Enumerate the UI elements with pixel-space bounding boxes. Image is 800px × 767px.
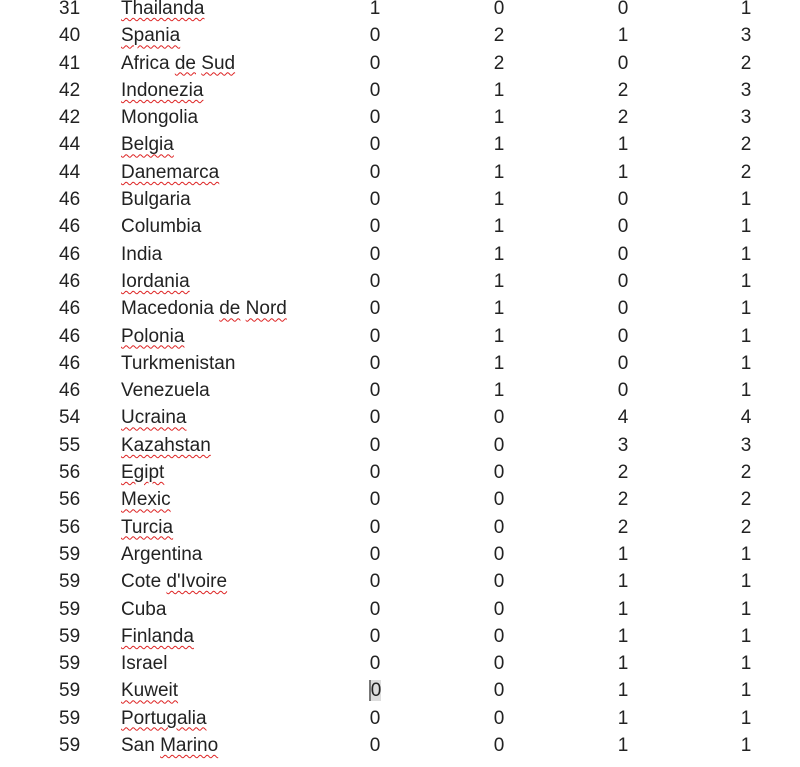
bronze-cell[interactable]: 1	[617, 598, 629, 620]
rank-cell[interactable]: 42	[59, 79, 81, 101]
country-cell[interactable]	[121, 50, 235, 77]
word: Mongolia	[121, 107, 199, 129]
word: Thailanda	[121, 0, 205, 19]
total-cell[interactable]: 1	[740, 598, 752, 620]
gold-cell[interactable]: 0	[369, 107, 381, 129]
country-cell[interactable]	[121, 131, 174, 158]
total-cell[interactable]: 1	[740, 707, 752, 729]
word: Cote	[121, 571, 162, 593]
gold-cell[interactable]: 0	[369, 270, 381, 292]
country-cell[interactable]	[121, 650, 167, 677]
word: Kuweit	[121, 680, 179, 702]
bronze-cell[interactable]: 1	[617, 653, 629, 675]
silver-cell[interactable]: 0	[493, 680, 505, 702]
rank-cell[interactable]: 55	[59, 434, 81, 456]
total-cell[interactable]: 3	[740, 107, 752, 129]
silver-cell[interactable]: 1	[493, 352, 505, 374]
table-row	[0, 404, 800, 431]
table-row	[0, 514, 800, 541]
bronze-cell[interactable]: 0	[617, 0, 629, 19]
bronze-cell[interactable]: 1	[617, 680, 629, 702]
rank-cell[interactable]: 56	[59, 462, 81, 484]
silver-cell[interactable]: 0	[493, 516, 505, 538]
silver-cell[interactable]: 0	[493, 407, 505, 429]
word: Iordania	[121, 270, 190, 292]
total-cell[interactable]: 1	[740, 653, 752, 675]
rank-cell[interactable]: 40	[59, 25, 81, 47]
word: Spania	[121, 25, 181, 47]
silver-cell[interactable]: 1	[493, 380, 505, 402]
word: de	[174, 52, 196, 74]
silver-cell[interactable]: 0	[493, 653, 505, 675]
country-cell[interactable]	[121, 213, 201, 240]
table-row	[0, 104, 800, 131]
total-cell[interactable]: 1	[740, 270, 752, 292]
rank-cell[interactable]: 46	[59, 270, 81, 292]
total-cell[interactable]: 1	[740, 189, 752, 211]
bronze-cell[interactable]: 4	[617, 407, 629, 429]
bronze-cell[interactable]: 1	[617, 571, 629, 593]
rank-cell[interactable]: 44	[59, 161, 81, 183]
word: Cuba	[121, 598, 167, 620]
bronze-cell[interactable]: 2	[617, 489, 629, 511]
rank-cell[interactable]: 46	[59, 298, 81, 320]
total-cell[interactable]: 3	[740, 79, 752, 101]
rank-cell[interactable]: 46	[59, 243, 81, 265]
word: Argentina	[121, 543, 203, 565]
word: Africa	[121, 52, 170, 74]
word: de	[219, 298, 241, 320]
silver-cell[interactable]: 1	[493, 216, 505, 238]
table-row	[0, 77, 800, 104]
word: Turkmenistan	[121, 352, 236, 374]
word: Turcia	[121, 516, 174, 538]
table-row	[0, 131, 800, 158]
total-cell[interactable]: 1	[740, 735, 752, 757]
bronze-cell[interactable]: 0	[617, 52, 629, 74]
silver-cell[interactable]: 1	[493, 298, 505, 320]
gold-cell[interactable]: 0	[369, 707, 381, 729]
silver-cell[interactable]: 0	[493, 462, 505, 484]
bronze-cell[interactable]: 2	[617, 79, 629, 101]
gold-cell[interactable]: 0	[369, 434, 381, 456]
table-row	[0, 186, 800, 213]
gold-cell[interactable]: 0	[369, 134, 381, 156]
country-cell[interactable]	[121, 705, 207, 732]
country-cell[interactable]	[121, 77, 203, 104]
gold-cell[interactable]: 0	[369, 25, 381, 47]
country-cell[interactable]	[121, 22, 180, 49]
word: Belgia	[121, 134, 174, 156]
word: Bulgaria	[121, 189, 191, 211]
rank-cell[interactable]: 46	[59, 380, 81, 402]
gold-cell[interactable]: 1	[369, 0, 381, 19]
total-cell[interactable]: 2	[740, 52, 752, 74]
table-row	[0, 323, 800, 350]
rank-cell[interactable]: 46	[59, 216, 81, 238]
bronze-cell[interactable]: 1	[617, 707, 629, 729]
total-cell[interactable]: 1	[740, 298, 752, 320]
rank-cell[interactable]: 59	[59, 707, 81, 729]
total-cell[interactable]: 1	[740, 352, 752, 374]
word: Egipt	[121, 462, 165, 484]
table-row	[0, 159, 800, 186]
silver-cell[interactable]: 0	[493, 735, 505, 757]
table-row	[0, 295, 800, 322]
gold-cell[interactable]: 0	[369, 189, 381, 211]
country-cell[interactable]	[121, 295, 287, 322]
table-row	[0, 213, 800, 240]
silver-cell[interactable]: 2	[493, 25, 505, 47]
table-row	[0, 486, 800, 513]
word: Marino	[160, 735, 219, 757]
country-cell[interactable]	[121, 677, 178, 704]
silver-cell[interactable]: 0	[493, 434, 505, 456]
country-cell[interactable]	[121, 186, 191, 213]
table-row	[0, 22, 800, 49]
total-cell[interactable]: 1	[740, 325, 752, 347]
bronze-cell[interactable]: 1	[617, 625, 629, 647]
word: Indonezia	[121, 79, 204, 101]
gold-cell[interactable]: 0	[369, 625, 381, 647]
word: Macedonia	[121, 298, 214, 320]
bronze-cell[interactable]: 0	[617, 189, 629, 211]
rank-cell[interactable]: 59	[59, 543, 81, 565]
bronze-cell[interactable]: 1	[617, 543, 629, 565]
gold-cell[interactable]: 0	[369, 161, 381, 183]
gold-cell[interactable]: 0	[369, 489, 381, 511]
bronze-cell[interactable]: 2	[617, 462, 629, 484]
country-cell[interactable]	[121, 432, 211, 459]
rank-cell[interactable]: 46	[59, 325, 81, 347]
table-row	[0, 0, 800, 22]
rank-cell[interactable]: 41	[59, 52, 81, 74]
total-cell[interactable]: 1	[740, 625, 752, 647]
gold-cell[interactable]: 0	[369, 216, 381, 238]
silver-cell[interactable]: 1	[493, 79, 505, 101]
silver-cell[interactable]: 0	[493, 598, 505, 620]
gold-cell[interactable]: 0	[369, 380, 381, 402]
table-row	[0, 541, 800, 568]
total-cell[interactable]: 2	[740, 489, 752, 511]
bronze-cell[interactable]: 0	[617, 243, 629, 265]
gold-cell[interactable]: 0	[369, 298, 381, 320]
table-row	[0, 596, 800, 623]
gold-cell[interactable]: 0	[369, 571, 381, 593]
table-row	[0, 732, 800, 759]
silver-cell[interactable]: 0	[493, 543, 505, 565]
total-cell[interactable]: 1	[740, 680, 752, 702]
bronze-cell[interactable]: 0	[617, 216, 629, 238]
bronze-cell[interactable]: 1	[617, 25, 629, 47]
table-row	[0, 568, 800, 595]
rank-cell[interactable]: 59	[59, 571, 81, 593]
table-row	[0, 350, 800, 377]
total-cell[interactable]: 2	[740, 134, 752, 156]
table-row	[0, 650, 800, 677]
table-row	[0, 677, 800, 704]
rank-cell[interactable]: 44	[59, 134, 81, 156]
word: Polonia	[121, 325, 185, 347]
word: Israel	[121, 653, 168, 675]
country-cell[interactable]	[121, 323, 184, 350]
gold-cell[interactable]: 0	[369, 407, 381, 429]
silver-cell[interactable]: 1	[493, 107, 505, 129]
table-row	[0, 623, 800, 650]
gold-cell[interactable]: 0	[369, 516, 381, 538]
word: Sud	[201, 52, 236, 74]
rank-cell[interactable]: 59	[59, 680, 81, 702]
bronze-cell[interactable]: 0	[617, 298, 629, 320]
total-cell[interactable]: 4	[740, 407, 752, 429]
table-row	[0, 50, 800, 77]
bronze-cell[interactable]: 1	[617, 735, 629, 757]
word: Columbia	[121, 216, 202, 238]
table-row	[0, 705, 800, 732]
word: d'Ivoire	[166, 571, 228, 593]
gold-cell[interactable]	[365, 677, 385, 704]
total-cell[interactable]: 1	[740, 380, 752, 402]
word: Mexic	[121, 489, 171, 511]
word: Danemarca	[121, 161, 220, 183]
country-cell[interactable]	[121, 268, 190, 295]
silver-cell[interactable]: 1	[493, 325, 505, 347]
country-cell[interactable]	[121, 623, 194, 650]
gold-cell[interactable]: 0	[369, 243, 381, 265]
bronze-cell[interactable]: 0	[617, 270, 629, 292]
silver-cell[interactable]: 0	[493, 625, 505, 647]
bronze-cell[interactable]: 3	[617, 434, 629, 456]
table-row	[0, 268, 800, 295]
rank-cell[interactable]: 31	[59, 0, 81, 19]
word: San	[121, 735, 155, 757]
gold-cell[interactable]: 0	[369, 735, 381, 757]
word: Finlanda	[121, 625, 194, 647]
gold-cell[interactable]: 0	[369, 462, 381, 484]
word: Venezuela	[121, 380, 210, 402]
table-row	[0, 432, 800, 459]
rank-cell[interactable]: 56	[59, 489, 81, 511]
silver-cell[interactable]: 1	[493, 189, 505, 211]
word: Nord	[245, 298, 287, 320]
table-row	[0, 377, 800, 404]
country-cell[interactable]	[121, 377, 210, 404]
rank-cell[interactable]: 56	[59, 516, 81, 538]
rank-cell[interactable]: 59	[59, 653, 81, 675]
total-cell[interactable]: 3	[740, 434, 752, 456]
rank-cell[interactable]: 46	[59, 189, 81, 211]
silver-cell[interactable]: 1	[493, 270, 505, 292]
country-cell[interactable]	[121, 596, 166, 623]
total-cell[interactable]: 2	[740, 462, 752, 484]
silver-cell[interactable]: 2	[493, 52, 505, 74]
rank-cell[interactable]: 59	[59, 598, 81, 620]
country-cell[interactable]	[121, 159, 219, 186]
silver-cell[interactable]: 1	[493, 243, 505, 265]
silver-cell[interactable]: 1	[493, 134, 505, 156]
total-cell[interactable]: 3	[740, 25, 752, 47]
country-cell[interactable]	[121, 541, 202, 568]
silver-cell[interactable]: 1	[493, 161, 505, 183]
rank-cell[interactable]: 59	[59, 625, 81, 647]
rank-cell[interactable]: 54	[59, 407, 81, 429]
country-cell[interactable]	[121, 0, 204, 22]
word: Ucraina	[121, 407, 187, 429]
gold-cell[interactable]: 0	[369, 52, 381, 74]
gold-cell[interactable]: 0	[369, 325, 381, 347]
country-cell[interactable]	[121, 459, 164, 486]
country-cell[interactable]	[121, 732, 218, 759]
total-cell[interactable]: 2	[740, 516, 752, 538]
total-cell[interactable]: 1	[740, 571, 752, 593]
gold-cell[interactable]: 0	[369, 352, 381, 374]
country-cell[interactable]	[121, 104, 198, 131]
rank-cell[interactable]: 42	[59, 107, 81, 129]
gold-cell[interactable]: 0	[369, 543, 381, 565]
total-cell[interactable]: 1	[740, 216, 752, 238]
bronze-cell[interactable]: 0	[617, 325, 629, 347]
word: Portugalia	[121, 707, 207, 729]
table-row	[0, 459, 800, 486]
silver-cell[interactable]: 0	[493, 489, 505, 511]
gold-cell[interactable]: 0	[369, 79, 381, 101]
text-cursor: 0	[370, 680, 382, 702]
country-cell[interactable]	[121, 350, 235, 377]
bronze-cell[interactable]: 2	[617, 516, 629, 538]
silver-cell[interactable]: 0	[493, 707, 505, 729]
bronze-cell[interactable]: 1	[617, 161, 629, 183]
country-cell[interactable]	[121, 514, 173, 541]
country-cell[interactable]	[121, 568, 227, 595]
total-cell[interactable]: 2	[740, 161, 752, 183]
total-cell[interactable]: 1	[740, 543, 752, 565]
country-cell[interactable]	[121, 241, 162, 268]
silver-cell[interactable]: 0	[493, 571, 505, 593]
word: Kazahstan	[121, 434, 211, 456]
gold-cell[interactable]: 0	[369, 598, 381, 620]
total-cell[interactable]: 1	[740, 243, 752, 265]
rank-cell[interactable]: 59	[59, 735, 81, 757]
rank-cell[interactable]: 46	[59, 352, 81, 374]
gold-cell[interactable]: 0	[369, 653, 381, 675]
bronze-cell[interactable]: 2	[617, 107, 629, 129]
bronze-cell[interactable]: 0	[617, 352, 629, 374]
country-cell[interactable]	[121, 404, 186, 431]
total-cell[interactable]: 1	[740, 0, 752, 19]
table-row	[0, 241, 800, 268]
word: India	[121, 243, 163, 265]
country-cell[interactable]	[121, 486, 171, 513]
bronze-cell[interactable]: 0	[617, 380, 629, 402]
bronze-cell[interactable]: 1	[617, 134, 629, 156]
silver-cell[interactable]: 0	[493, 0, 505, 19]
